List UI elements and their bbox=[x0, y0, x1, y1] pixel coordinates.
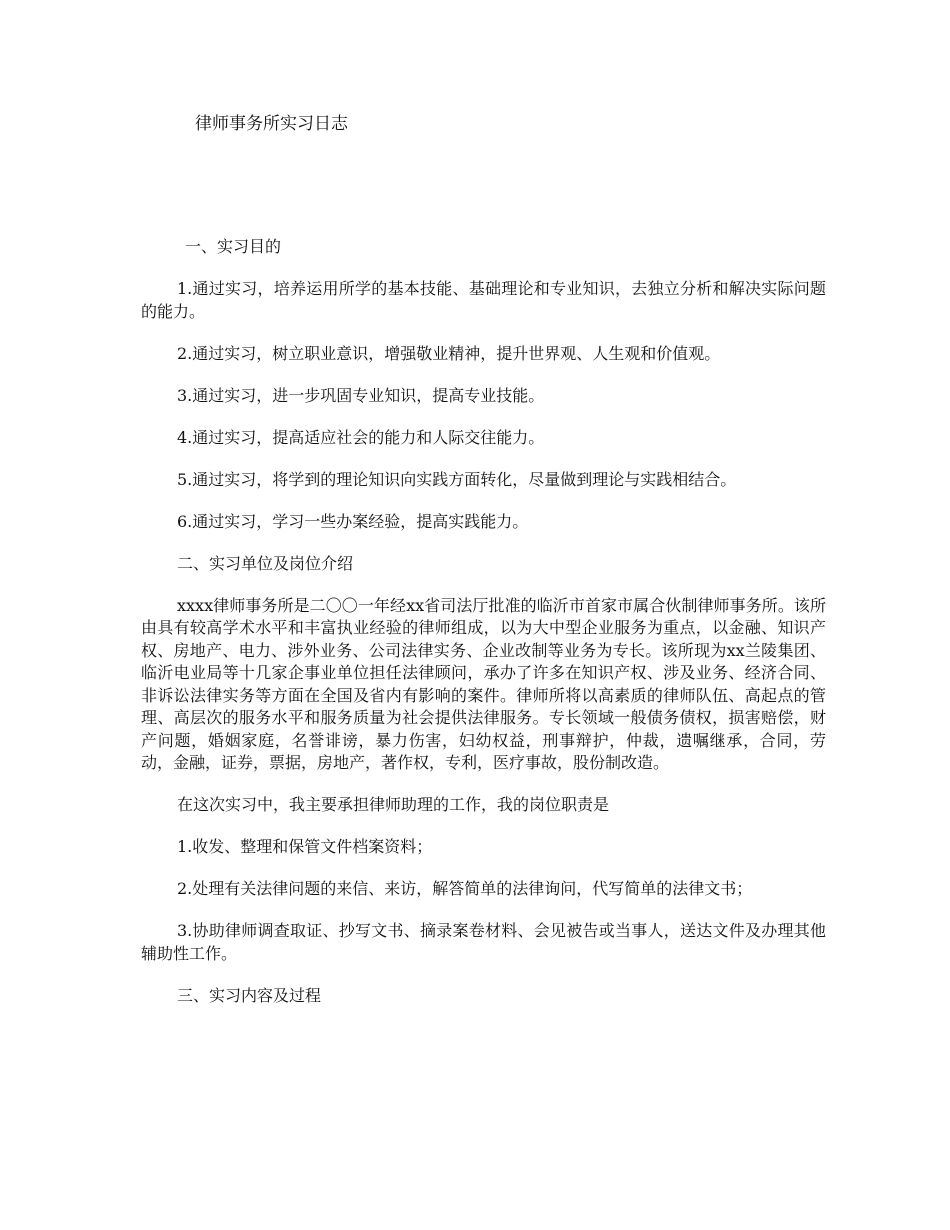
purpose-item-4: 4.通过实习，提高适应社会的能力和人际交往能力。 bbox=[177, 427, 545, 447]
purpose-item-2: 2.通过实习，树立职业意识，增强敬业精神，提升世界观、人生观和价值观。 bbox=[177, 343, 721, 363]
duty-item-2: 2.处理有关法律问题的来信、来访，解答简单的法律询问，代写简单的法律文书； bbox=[177, 879, 753, 898]
document-title: 律师事务所实习日志 bbox=[195, 114, 348, 134]
duty-intro: 在这次实习中，我主要承担律师助理的工作，我的岗位职责是 bbox=[177, 795, 610, 814]
section-heading-purpose: 一、实习目的 bbox=[185, 237, 282, 256]
unit-introduction: xxxx律师事务所是二〇〇一年经xx省司法厅批准的临沂市首家市属合伙制律师事务所。该所由具有较高学术水平和丰富执业经验的律师组成，以为大中型企业服务为重点，以金融、知识产权、房地产、电力、涉外业务、公司法律实务、企业改制等业务为专长。该所现为xx兰陵集团、临沂电业局等十几家企事业单位担任法律顾问，承办了许多在知识产权、涉及业务、经济合同、非诉讼法律实务等方面在全国及省内有影响的案件。律师所将以高素质的律师队伍、高起点的管理、高层次的服务水平和服务质量为社会提供法律服务。专长领域一般债务债权，损害赔偿，财产问题，婚姻家庭，名誉诽谤，暴力伤害，妇幼权益，刑事辩护，仲裁，遗嘱继承，合同，劳动，金融，证券，票据，房地产，著作权，专利，医疗事故，股份制改造。 bbox=[141, 595, 826, 772]
purpose-item-6: 6.通过实习，学习一些办案经验，提高实践能力。 bbox=[177, 511, 529, 531]
duty-item-1: 1.收发、整理和保管文件档案资料； bbox=[177, 837, 433, 856]
duty-item-3: 3.协助律师调查取证、抄写文书、摘录案卷材料、会见被告或当事人，送达文件及办理其他辅助性工作。 bbox=[141, 921, 826, 963]
purpose-item-3: 3.通过实习，进一步巩固专业知识，提高专业技能。 bbox=[177, 385, 545, 405]
document-body bbox=[141, 236, 826, 1027]
section-heading-content: 三、实习内容及过程 bbox=[177, 985, 322, 1005]
purpose-item-1: 1.通过实习，培养运用所学的基本技能、基础理论和专业知识，去独立分析和解决实际问题的能力。 bbox=[141, 279, 826, 321]
purpose-item-5: 5.通过实习，将学到的理论知识向实践方面转化，尽量做到理论与实践相结合。 bbox=[177, 469, 737, 489]
section-heading-unit: 二、实习单位及岗位介绍 bbox=[177, 553, 354, 573]
